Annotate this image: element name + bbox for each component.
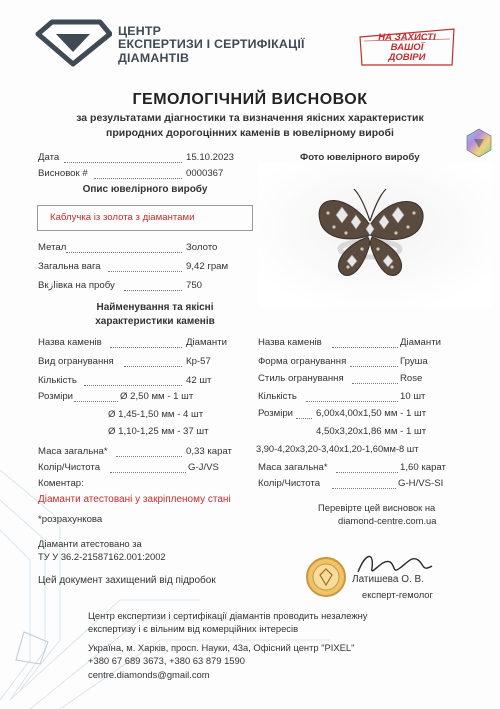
attest-standard: ТУ У 36.2-21587162.001:2002 (38, 551, 166, 562)
footer-text-2: експертизу і є вільним від комерційних інтересів (88, 623, 299, 634)
organization-name: ЦЕНТР ЕКСПЕРТИЗИ І СЕРТИФІКАЦІЇ ДІАМАНТІВ (118, 24, 305, 65)
date-value: 15.10.2023 (186, 152, 235, 163)
verify-text: Перевірте цей висновок на (318, 502, 436, 513)
expert-title: експерт-гемолог (362, 589, 433, 600)
expert-name: Латишева О. В. (352, 574, 424, 585)
conclusion-number: 0000367 (186, 168, 224, 179)
comment-text: Діаманти атестовані у закріпленому стані (38, 494, 231, 505)
protection-note: Цей документ захищений від підробок (38, 575, 216, 586)
footer-text-1: Центр експертизи і сертифікації діамантів проводить незалежну (88, 610, 368, 621)
stones-heading-1: Найменування та якісні (96, 302, 214, 313)
address: Україна, м. Харків, просп. Науки, 43а, Офісний центр "PIXEL" (88, 642, 355, 653)
phones: +380 67 689 3673, +380 63 879 1590 (88, 655, 245, 666)
photo-caption: Фото ювелірного виробу (300, 152, 420, 163)
item-description-box: Каблучка із золота з діамантами (37, 205, 253, 231)
verify-link[interactable]: diamond-centre.com.ua (338, 515, 437, 526)
email-link[interactable]: centre.diamonds@gmail.com (88, 669, 210, 680)
diamond-logo (34, 18, 112, 68)
hologram-icon (466, 128, 492, 158)
document-title: ГЕМОЛОГІЧНИЙ ВИСНОВОК (132, 91, 368, 108)
subtitle-line-1: за результатами діагностики та визначення якісних характеристик (76, 112, 424, 124)
item-description-heading: Опис ювелірного виробу (82, 184, 208, 195)
stones-heading-2: характеристики каменів (95, 316, 215, 327)
estimate-note: *розрахункова (38, 514, 103, 525)
attest-label: Діаманти атестовано за (38, 538, 142, 549)
comment-label: Коментар: (38, 478, 84, 489)
subtitle-line-2: природних дорогоцінних каменів в ювелірному виробі (106, 127, 394, 139)
certificate-page: ЦЕНТР ЕКСПЕРТИЗИ І СЕРТИФІКАЦІЇ ДІАМАНТІВ НА ЗАХИСТІ ВАШОЇ ДОВІРИ ГЕМОЛОГІЧНИЙ ВИСНОВОК за результатами діагностики та визначення якісних характеристик природних дорогоцінних каменів в ювелірному виробі Дата 15.10.2023 Висновок # 0000367 Фото ювелірного виробу Опис ювелірного виробу Каблучка із золота з діамантами Метал Золото Загальна вага 9,42 грам Вкازівка на пробу 750 Найменування та якісні характеристики каменів Назва каменів Діаманти Вид огранування Кр-57 Кількість 42 шт Розміри Ø 2,50 мм - 1 шт Ø 1,45-1,50 мм - 4 шт Ø 1,10-1,25 мм - 37 шт Маса загальна* 0,33 карат Колір/Чистота G-J/VS Коментар: Назва каменів Діаманти Форма огранування Груша Стиль огранування Rose Кількість 10 шт Розміри 6,00x4,00x1,50 мм - 1 шт 4,50x3,20x1,86 мм - 1 шт 3,90-4,20x3,20-3,40x1,20-1,60мм-8 шт Маса загальна* 1,60 карат Колір/Чистота G-H/VS-SI Діаманти атестовані у закріпленому стані *розрахункова Перевірте цей висновок на diamond-centre.com.ua Діаманти атестовано за ТУ У 36.2-21587162.001:2002 Цей документ захищений від підробок Латишева О. В. експерт-гемолог Центр експертизи і сертифікації діамантів проводить незалежну експертизу і є вільним від комерційних інтересів Україна, м. Харків, просп. Науки, 43а, Офісний центр "PIXEL" +380 67 689 3673, +380 63 879 1590 centre.diamonds@gmail.com (0, 0, 500, 709)
trust-stamp: НА ЗАХИСТІ ВАШОЇ ДОВІРИ (358, 27, 456, 67)
jewelry-photo (258, 163, 492, 307)
gold-seal-icon (305, 556, 347, 598)
